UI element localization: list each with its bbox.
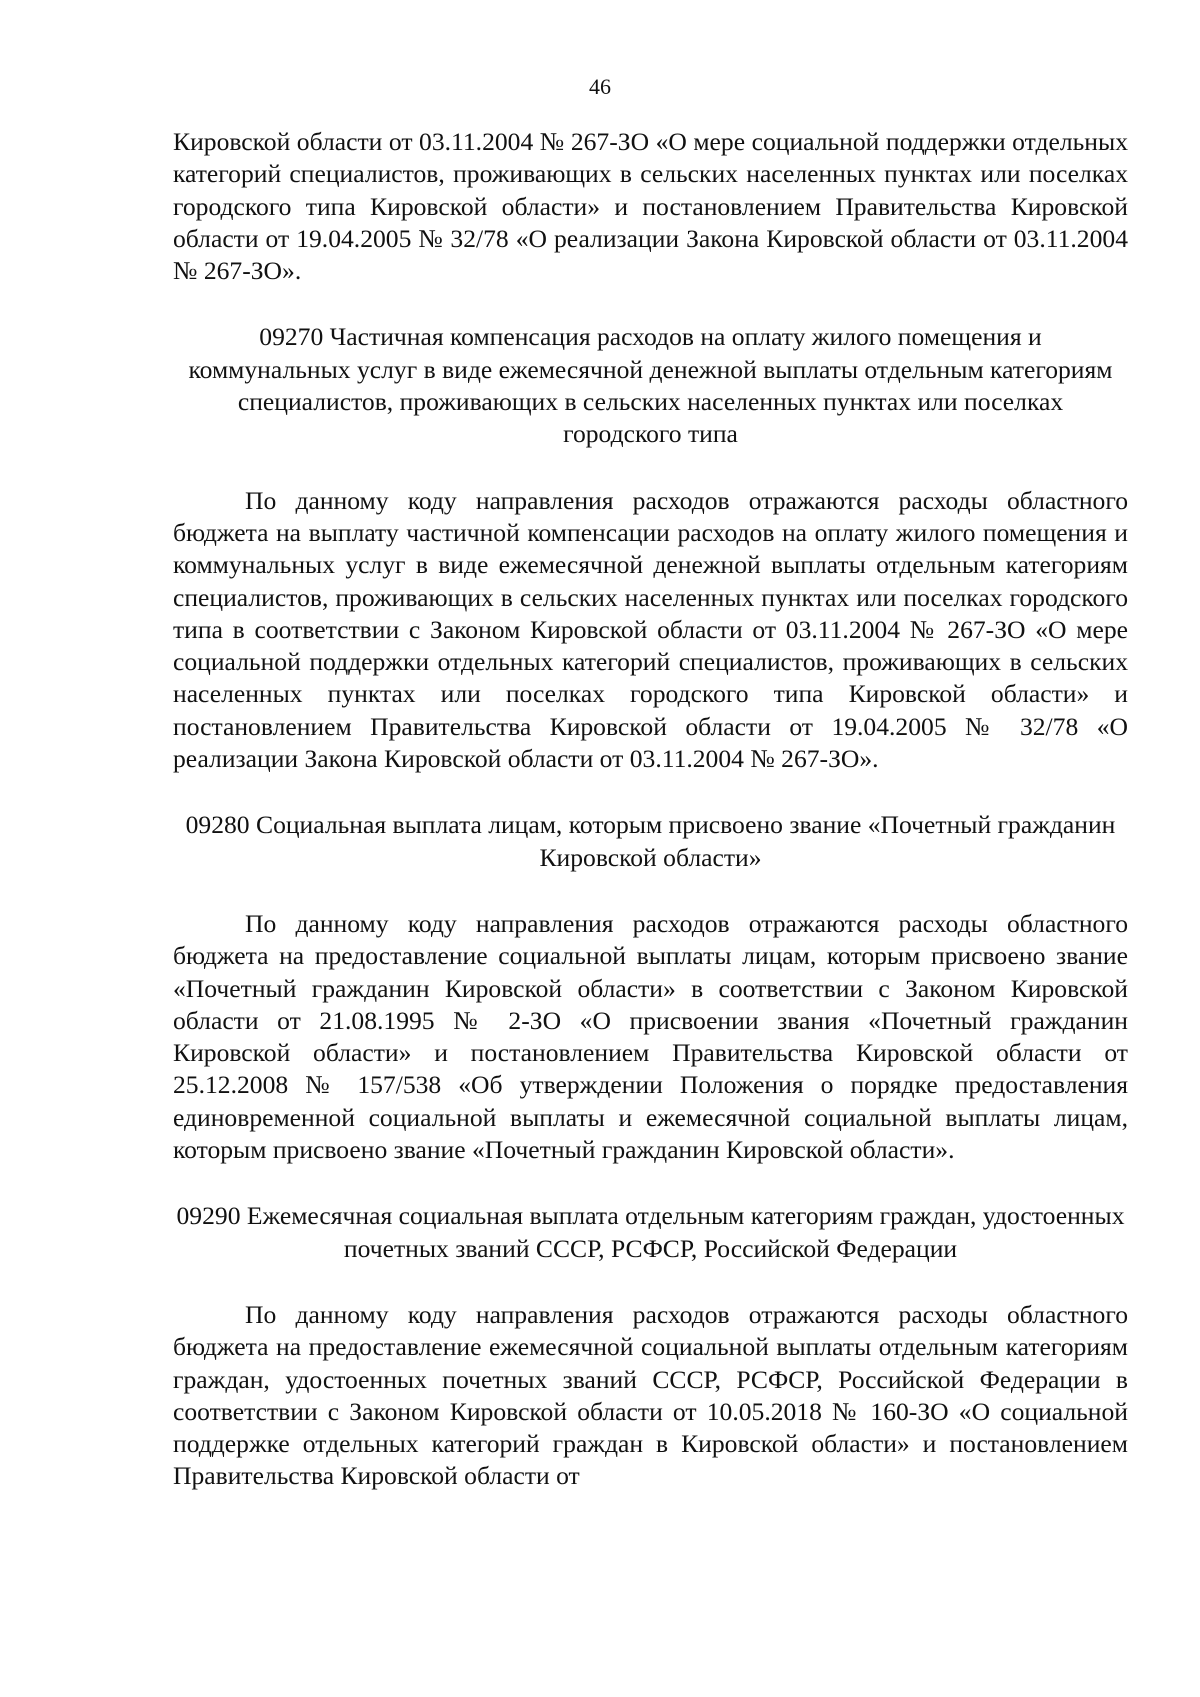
section-heading-09270: 09270 Частичная компенсация расходов на оплату жилого помещения и коммунальных услуг в виде ежемесячной денежной выплаты отдельным категориям специалистов, проживающих в сельских населенных пунктах или поселках городского типа: [188, 322, 1113, 449]
section-text-09290: По данному коду направления расходов отражаются расходы областного бюджета на предоставление ежемесячной социальной выплаты отдельным категориям граждан, удостоенных почетных званий СССР, РСФСР, Российской Федерации в соответствии с Законом Кировской области от 10.05.2018 № 160-ЗО «О социальной поддержке отдельных категорий граждан в Кировской области» и постановлением Правительства Кировской области от: [173, 1299, 1128, 1491]
paragraph-continuation: Кировской области от 03.11.2004 № 267-ЗО «О мере социальной поддержки отдельных категорий специалистов, проживающих в сельских населенных пунктах или поселках городского типа Кировской области» и постановлением Правительства Кировской области от 19.04.2005 № 32/78 «О реализации Закона Кировской области от 03.11.2004 № 267-ЗО».: [173, 127, 1128, 286]
document-body: [173, 126, 1128, 1493]
section-text-09280: По данному коду направления расходов отражаются расходы областного бюджета на предоставление социальной выплаты лицам, которым присвоено звание «Почетный гражданин Кировской области» в соответствии с Законом Кировской области от 21.08.1995 № 2-ЗО «О присвоении звания «Почетный гражданин Кировской области» и постановлением Правительства Кировской области от 25.12.2008 № 157/538 «Об утверждении Положения о порядке предоставления единовременной социальной выплаты и ежемесячной социальной выплаты лицам, которым присвоено звание «Почетный гражданин Кировской области».: [173, 908, 1128, 1165]
section-heading-09290: 09290 Ежемесячная социальная выплата отдельным категориям граждан, удостоенных почетных званий СССР, РСФСР, Российской Федерации: [176, 1201, 1125, 1263]
section-heading-09280: 09280 Социальная выплата лицам, которым присвоено звание «Почетный гражданин Кировской области»: [185, 810, 1116, 872]
section-text-09270: По данному коду направления расходов отражаются расходы областного бюджета на выплату частичной компенсации расходов на оплату жилого помещения и коммунальных услуг в виде ежемесячной денежной выплаты отдельным категориям специалистов, проживающих в сельских населенных пунктах или поселках городского типа в соответствии с Законом Кировской области от 03.11.2004 № 267-ЗО «О мере социальной поддержки отдельных категорий специалистов, проживающих в сельских населенных пунктах или поселках городского типа Кировской области» и постановлением Правительства Кировской области от 19.04.2005 № 32/78 «О реализации Закона Кировской области от 03.11.2004 № 267-ЗО».: [173, 485, 1128, 774]
page-number: 46: [589, 74, 611, 99]
